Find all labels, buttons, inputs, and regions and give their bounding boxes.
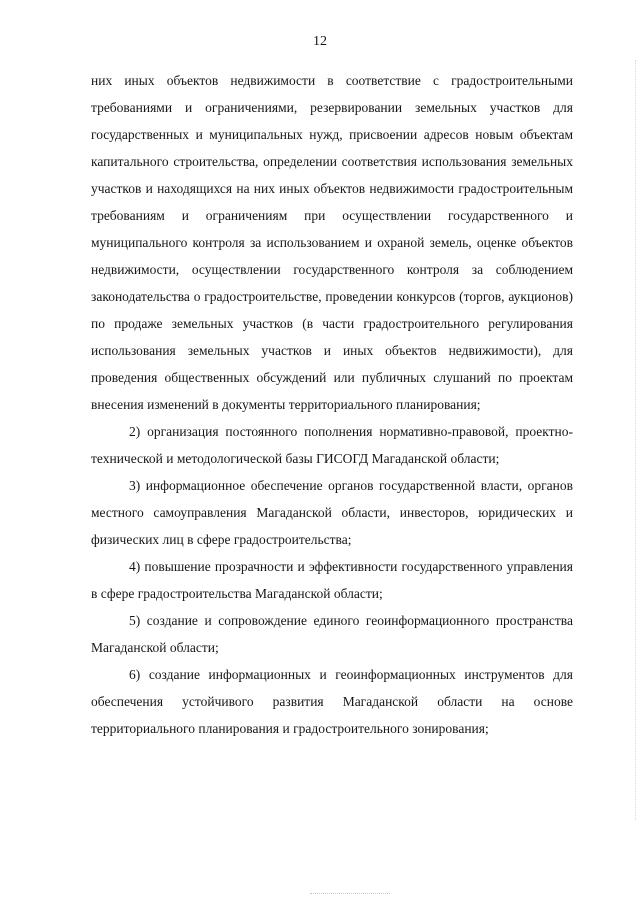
page-number: 12 (313, 34, 327, 49)
document-body (91, 67, 573, 742)
list-item-6: 6) создание информационных и геоинформационных инструментов для обеспечения устойчивого развития Магаданской области на основе территориального планирования и градостроительного зонирования; (91, 667, 573, 736)
list-item-4: 4) повышение прозрачности и эффективности государственного управления в сфере градостроительства Магаданской области; (91, 559, 573, 601)
list-item-3: 3) информационное обеспечение органов государственной власти, органов местного самоуправления Магаданской области, инвесторов, юридических и физических лиц в сфере градостроительства; (91, 478, 573, 547)
scan-edge-marks (633, 60, 636, 820)
list-item-5: 5) создание и сопровождение единого геоинформационного пространства Магаданской области; (91, 613, 573, 655)
list-item-2: 2) организация постоянного пополнения нормативно-правовой, проектно-технической и методологической базы ГИСОГД Магаданской области; (91, 424, 573, 466)
scan-bottom-marks (310, 893, 390, 895)
paragraph-continuation: них иных объектов недвижимости в соответствие с градостроительными требованиями и ограничениями, резервировании земельных участков для государственных и муниципальных нужд, присвоении адресов новым объектам капитального строительства, определении соответствия использования земельных участков и находящихся на них иных объектов недвижимости градостроительным требованиям и ограничениям при осуществлении государственного и муниципального контроля за использованием и охраной земель, оценке объектов недвижимости, осуществлении государственного контроля за соблюдением законодательства о градостроительстве, проведении конкурсов (торгов, аукционов) по продаже земельных участков (в части градостроительного регулирования использования земельных участков и иных объектов недвижимости), для проведения общественных обсуждений или публичных слушаний по проектам внесения изменений в документы территориального планирования; (91, 73, 573, 412)
